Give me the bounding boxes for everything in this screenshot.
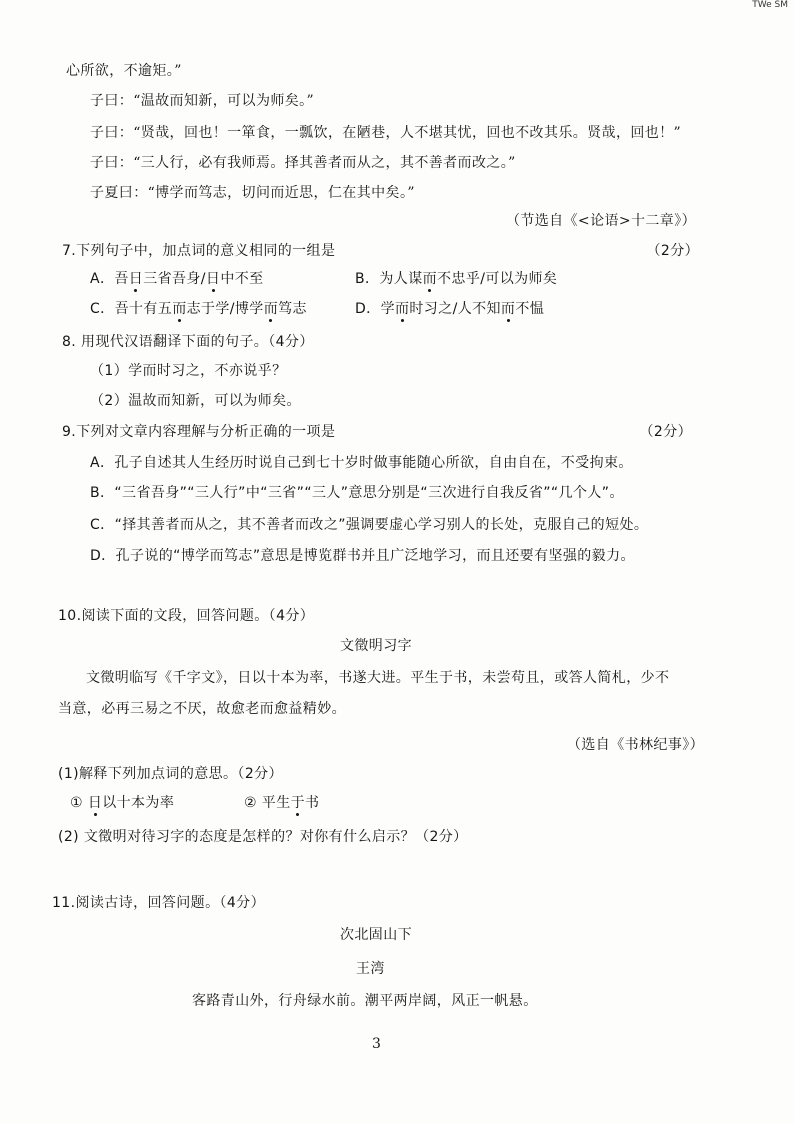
page-number: 3 <box>372 1036 382 1052</box>
q10-passage-line: 当意，必再三易之不厌，故愈老而愈益精妙。 <box>58 701 346 717</box>
q11-stem: 11.阅读古诗，回答问题。（4分） <box>52 895 265 911</box>
passage-line: 心所欲，不逾矩。” <box>66 63 182 79</box>
passage-source: （节选自《<论语>十二章》） <box>505 213 696 229</box>
q10-sub1: (1)解释下列加点词的意思。（2分） <box>58 766 283 782</box>
q11-author: 王湾 <box>356 961 385 977</box>
q7-score: （2分） <box>646 243 699 259</box>
q10-word-1: ① 日以十本为率 <box>70 795 175 811</box>
q10-sub2: (2) 文徵明对待习字的态度是怎样的？对你有什么启示？（2分） <box>58 829 468 845</box>
q8-sentence-2: （2）温故而知新，可以为师矣。 <box>90 393 301 409</box>
corner-mark: TWe SM <box>752 0 788 10</box>
q9-option-b: B．“三省吾身”“三人行”中“三省”“三人”意思分别是“三次进行自我反省”“几个人”。 <box>90 485 624 501</box>
q10-stem: 10.阅读下面的文段，回答问题。（4分） <box>58 608 315 624</box>
q7-option-a: A．吾日三省吾身/日中不至 <box>90 271 264 287</box>
passage-line: 子曰：“贤哉，回也！一箪食，一瓢饮，在陋巷，人不堪其忧，回也不改其乐。贤哉，回也！” <box>90 125 682 141</box>
q10-title: 文徵明习字 <box>340 638 412 654</box>
passage-line: 子曰：“温故而知新，可以为师矣。” <box>90 93 315 109</box>
q9-score: （2分） <box>639 424 692 440</box>
q9-option-a: A．孔子自述其人生经历时说自己到七十岁时做事能随心所欲，自由自在，不受拘束。 <box>90 455 633 471</box>
q9-option-d: D．孔子说的“博学而笃志”意思是博览群书并且广泛地学习，而且还要有坚强的毅力。 <box>90 548 635 564</box>
q11-title: 次北固山下 <box>340 927 412 943</box>
q7-option-d: D．学而时习之/人不知而不愠 <box>355 301 545 317</box>
q8-sentence-1: （1）学而时习之，不亦说乎？ <box>90 363 287 379</box>
passage-line: 子夏曰：“博学而笃志，切问而近思，仁在其中矣。” <box>90 185 415 201</box>
q11-poem-line: 客路青山外，行舟绿水前。潮平两岸阔，风正一帆悬。 <box>192 993 538 1009</box>
q10-passage-line: 文徵明临写《千字文》，日以十本为率，书遂大进。平生于书，未尝苟且，或答人简札，少不 <box>86 670 670 686</box>
passage-line: 子曰：“三人行，必有我师焉。择其善者而从之，其不善者而改之。” <box>90 155 516 171</box>
q10-source: （选自《书林纪事》） <box>567 737 704 753</box>
q7-option-c: C．吾十有五而志于学/博学而笃志 <box>90 301 307 317</box>
q10-word-2: ② 平生于书 <box>244 795 320 811</box>
q9-stem: 9.下列对文章内容理解与分析正确的一项是 <box>62 424 336 440</box>
q7-stem: 7.下列句子中，加点词的意义相同的一组是 <box>62 243 336 259</box>
q9-option-c: C．“择其善者而从之，其不善者而改之”强调要虚心学习别人的长处，克服自己的短处。 <box>90 517 649 533</box>
q7-option-b: B．为人谋而不忠乎/可以为师矣 <box>355 271 558 287</box>
q8-stem: 8. 用现代汉语翻译下面的句子。（4分） <box>62 334 314 350</box>
